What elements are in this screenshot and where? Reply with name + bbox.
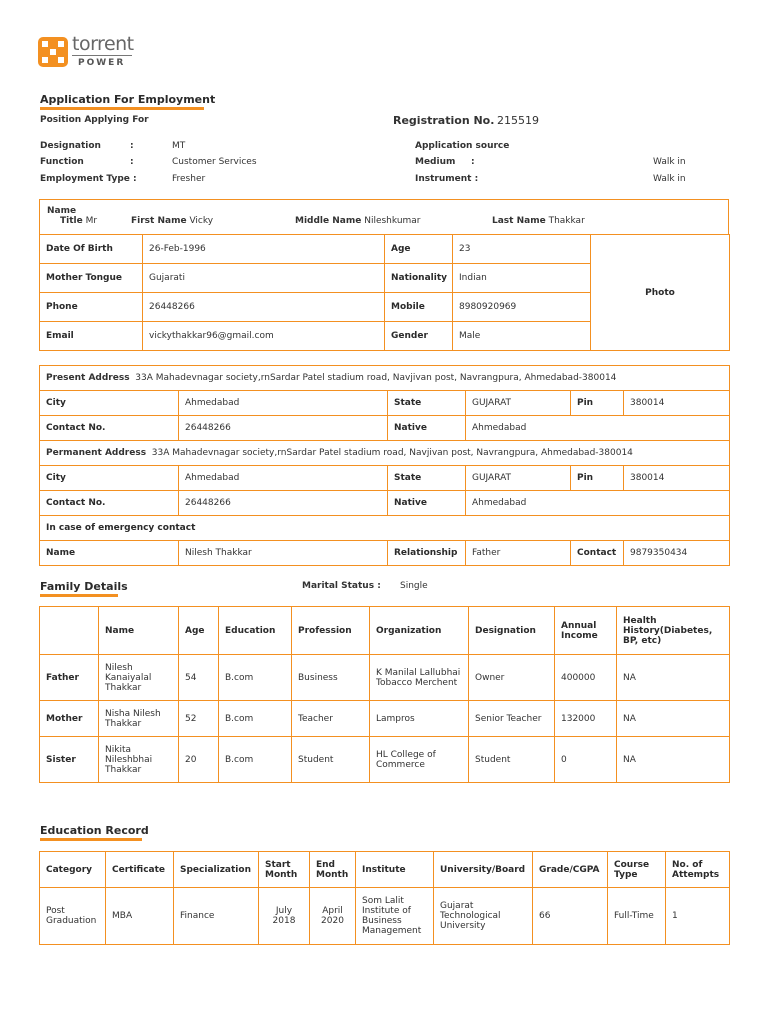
city-value: Ahmedabad — [179, 391, 388, 416]
family-cell: B.com — [219, 737, 292, 783]
education-header-cell: Category — [40, 852, 106, 888]
mobile-value: 8980920969 — [453, 293, 591, 322]
emergency-contact-heading: In case of emergency contact — [40, 516, 730, 541]
age-label: Age — [385, 235, 453, 264]
address-table — [39, 365, 730, 566]
family-table — [39, 606, 730, 783]
family-cell: NA — [617, 655, 730, 701]
family-cell: 20 — [179, 737, 219, 783]
family-cell: B.com — [219, 701, 292, 737]
family-cell: Nilesh Kanaiyalal Thakkar — [99, 655, 179, 701]
last-name-field — [492, 216, 585, 226]
education-underline — [40, 838, 142, 841]
education-cell: Gujarat Technological University — [434, 888, 533, 945]
nationality-label: Nationality — [385, 264, 453, 293]
permanent-address-label: Permanent Address — [46, 448, 147, 458]
family-cell: 52 — [179, 701, 219, 737]
first-name-value: Vicky — [189, 216, 214, 226]
family-cell: 0 — [555, 737, 617, 783]
education-cell: Full-Time — [608, 888, 666, 945]
employment-type-label: Employment Type : — [40, 174, 137, 184]
email-label: Email — [40, 322, 143, 351]
family-cell: Sister — [40, 737, 99, 783]
middle-name-field — [295, 216, 421, 226]
family-cell: 54 — [179, 655, 219, 701]
medium-label: Medium — [415, 157, 456, 167]
function-value: Customer Services — [172, 157, 257, 167]
city-label: City — [40, 466, 179, 491]
family-cell: Nisha Nilesh Thakkar — [99, 701, 179, 737]
function-label: Function — [40, 157, 84, 167]
email-value: vickythakkar96@gmail.com — [143, 322, 385, 351]
title-field — [60, 216, 97, 226]
pin-value: 380014 — [624, 391, 730, 416]
native-value: Ahmedabad — [466, 416, 730, 441]
education-header-cell: Start Month — [259, 852, 310, 888]
education-cell: Som Lalit Institute of Business Management — [356, 888, 434, 945]
colon: : — [130, 157, 134, 167]
gender-value: Male — [453, 322, 591, 351]
emergency-name-value: Nilesh Thakkar — [179, 541, 388, 566]
table-row — [40, 737, 730, 783]
family-cell: Senior Teacher — [469, 701, 555, 737]
present-address-row — [40, 366, 730, 391]
city-label: City — [40, 391, 179, 416]
pin-label: Pin — [571, 466, 624, 491]
contact-no-value: 26448266 — [179, 491, 388, 516]
emergency-contact-label: Contact — [571, 541, 624, 566]
family-cell: Mother — [40, 701, 99, 737]
last-name-value: Thakkar — [548, 216, 585, 226]
table-row — [40, 655, 730, 701]
education-cell: 66 — [533, 888, 608, 945]
education-cell: MBA — [106, 888, 174, 945]
contact-no-label: Contact No. — [40, 491, 179, 516]
native-label: Native — [388, 416, 466, 441]
education-header-cell: Grade/CGPA — [533, 852, 608, 888]
family-header-cell: Health History(Diabetes, BP, etc) — [617, 607, 730, 655]
family-header-cell: Annual Income — [555, 607, 617, 655]
emergency-contact-value: 9879350434 — [624, 541, 730, 566]
position-applying-label: Position Applying For — [40, 115, 149, 125]
education-table — [39, 851, 730, 945]
first-name-label: First Name — [131, 216, 187, 226]
logo-subtext: POWER — [78, 58, 126, 68]
education-cell: Post Graduation — [40, 888, 106, 945]
instrument-label: Instrument : — [415, 174, 479, 184]
family-header-cell: Name — [99, 607, 179, 655]
family-header-cell: Profession — [292, 607, 370, 655]
last-name-label: Last Name — [492, 216, 546, 226]
family-cell: Teacher — [292, 701, 370, 737]
family-cell: 132000 — [555, 701, 617, 737]
dob-value: 26-Feb-1996 — [143, 235, 385, 264]
title-value: Mr — [85, 216, 98, 226]
contact-no-label: Contact No. — [40, 416, 179, 441]
designation-value: MT — [172, 141, 186, 151]
gender-label: Gender — [385, 322, 453, 351]
permanent-address-row — [40, 441, 730, 466]
family-cell: Business — [292, 655, 370, 701]
pin-value: 380014 — [624, 466, 730, 491]
logo-text: torrent — [72, 33, 134, 55]
native-value: Ahmedabad — [466, 491, 730, 516]
family-cell: HL College of Commerce — [370, 737, 469, 783]
relationship-label: Relationship — [388, 541, 466, 566]
present-address-label: Present Address — [46, 373, 130, 383]
personal-details-table — [39, 234, 730, 351]
family-cell: Student — [292, 737, 370, 783]
city-value: Ahmedabad — [179, 466, 388, 491]
state-label: State — [388, 391, 466, 416]
designation-label: Designation — [40, 141, 101, 151]
education-cell: July 2018 — [259, 888, 310, 945]
application-source-label: Application source — [415, 141, 510, 151]
mother-tongue-value: Gujarati — [143, 264, 385, 293]
family-details-title: Family Details — [40, 580, 128, 593]
phone-label: Phone — [40, 293, 143, 322]
marital-status-label: Marital Status : — [302, 581, 381, 591]
page-title: Application For Employment — [40, 93, 216, 106]
table-row — [40, 701, 730, 737]
education-header-cell: No. of Attempts — [666, 852, 730, 888]
state-label: State — [388, 466, 466, 491]
middle-name-label: Middle Name — [295, 216, 362, 226]
emergency-name-label: Name — [40, 541, 179, 566]
mother-tongue-label: Mother Tongue — [40, 264, 143, 293]
family-cell: Nikita Nileshbhai Thakkar — [99, 737, 179, 783]
native-label: Native — [388, 491, 466, 516]
family-header-cell: Education — [219, 607, 292, 655]
name-label: Name — [47, 206, 77, 216]
family-header-cell: Designation — [469, 607, 555, 655]
family-cell: 400000 — [555, 655, 617, 701]
colon: : — [471, 157, 475, 167]
education-cell: 1 — [666, 888, 730, 945]
middle-name-value: Nileshkumar — [364, 216, 421, 226]
phone-value: 26448266 — [143, 293, 385, 322]
family-cell: K Manilal Lallubhai Tobacco Merchent — [370, 655, 469, 701]
education-record-title: Education Record — [40, 824, 149, 837]
family-header-cell — [40, 607, 99, 655]
registration-label: Registration No. — [393, 114, 495, 127]
family-header-cell: Age — [179, 607, 219, 655]
first-name-field — [131, 216, 213, 226]
title-label: Title — [60, 216, 83, 226]
education-header-cell: University/Board — [434, 852, 533, 888]
relationship-value: Father — [466, 541, 571, 566]
family-cell: NA — [617, 701, 730, 737]
family-header-cell: Organization — [370, 607, 469, 655]
logo-divider — [72, 55, 132, 56]
instrument-value: Walk in — [653, 174, 686, 184]
age-value: 23 — [453, 235, 591, 264]
present-address-value: 33A Mahadevnagar society,rnSardar Patel stadium road, Navjivan post, Navrangpura, Ahmedabad-380014 — [135, 373, 617, 383]
family-cell: Student — [469, 737, 555, 783]
title-underline — [40, 107, 204, 110]
dob-label: Date Of Birth — [40, 235, 143, 264]
state-value: GUJARAT — [466, 391, 571, 416]
education-header-cell: Institute — [356, 852, 434, 888]
nationality-value: Indian — [453, 264, 591, 293]
family-cell: NA — [617, 737, 730, 783]
education-header-cell: End Month — [310, 852, 356, 888]
education-cell: April 2020 — [310, 888, 356, 945]
family-cell: Lampros — [370, 701, 469, 737]
state-value: GUJARAT — [466, 466, 571, 491]
registration-number: 215519 — [497, 114, 539, 127]
pin-label: Pin — [571, 391, 624, 416]
marital-status-value: Single — [400, 581, 428, 591]
family-cell: B.com — [219, 655, 292, 701]
mobile-label: Mobile — [385, 293, 453, 322]
permanent-address-value: 33A Mahadevnagar society,rnSardar Patel stadium road, Navjivan post, Navrangpura, Ahmedabad-380014 — [151, 448, 633, 458]
employment-type-value: Fresher — [172, 174, 206, 184]
family-underline — [40, 594, 118, 597]
photo-placeholder: Photo — [591, 235, 730, 351]
education-header-cell: Course Type — [608, 852, 666, 888]
colon: : — [130, 141, 134, 151]
table-row — [40, 888, 730, 945]
education-header-cell: Certificate — [106, 852, 174, 888]
medium-value: Walk in — [653, 157, 686, 167]
education-header-cell: Specialization — [174, 852, 259, 888]
family-cell: Owner — [469, 655, 555, 701]
family-cell: Father — [40, 655, 99, 701]
education-cell: Finance — [174, 888, 259, 945]
torrent-logo-icon — [38, 37, 68, 67]
contact-no-value: 26448266 — [179, 416, 388, 441]
